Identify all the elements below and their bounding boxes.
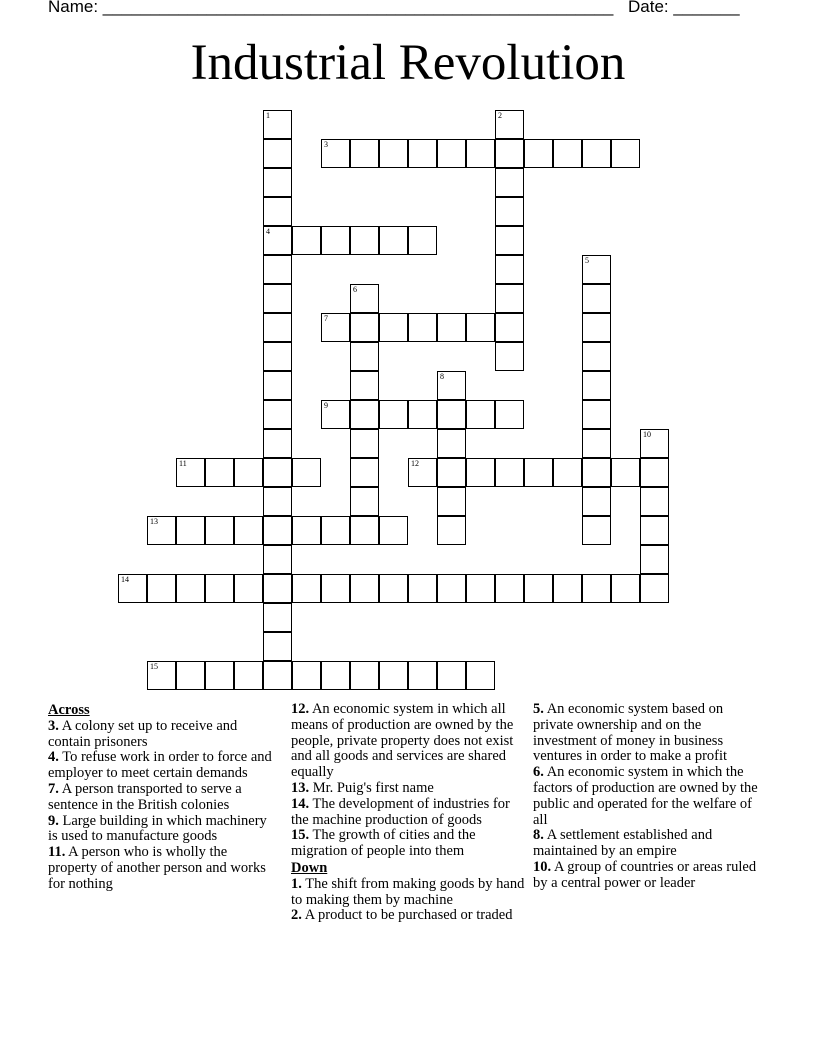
name-field: Name: ______________________________________________________ [48,0,614,16]
grid-cell [263,110,292,139]
clue-number: 12 [411,459,419,468]
grid-cell [263,197,292,226]
grid-cell [495,284,524,313]
clue-number: 6 [353,285,357,294]
grid-cell [292,661,321,690]
clue-num: 7. [48,780,59,797]
clue-num: 5. [533,701,544,717]
grid-cell [582,516,611,545]
clue-number: 5 [585,256,589,265]
grid-cell [321,661,350,690]
grid-cell [205,661,234,690]
grid-cell [379,516,408,545]
grid-cell [379,574,408,603]
grid-cell [437,487,466,516]
grid-cell [321,400,350,429]
grid-cell [640,545,669,574]
grid-cell [205,574,234,603]
grid-cell [640,487,669,516]
clue-text: A settlement established and maintained by an empire [533,827,713,860]
grid-cell [495,197,524,226]
clue-item [291,828,526,860]
clue-item [48,845,278,892]
grid-cell [321,574,350,603]
clue-number: 1 [266,111,270,120]
grid-cell [408,574,437,603]
grid-cell [495,313,524,342]
grid-cell [263,168,292,197]
grid-cell [582,342,611,371]
clue-text: Large building in which machinery is used to manufacture goods [48,812,267,845]
clue-number: 4 [266,227,270,236]
clue-num: 6. [533,764,544,781]
grid-cell [234,516,263,545]
across-heading: Across [48,702,90,718]
grid-cell [437,371,466,400]
grid-cell [582,139,611,168]
grid-cell [495,226,524,255]
grid-cell [640,458,669,487]
clue-num: 10. [533,858,552,875]
clue-item [48,750,278,782]
clue-item [533,702,758,765]
clue-text: Mr. Puig's first name [309,779,434,796]
grid-cell [408,400,437,429]
grid-cell [524,139,553,168]
grid-cell [147,661,176,690]
clue-num: 3. [48,717,59,734]
clue-item [291,702,526,781]
grid-cell [263,342,292,371]
grid-cell [466,458,495,487]
grid-cell [205,458,234,487]
grid-cell [408,226,437,255]
grid-cell [553,458,582,487]
clue-item [48,814,278,846]
grid-cell [263,545,292,574]
grid-cell [640,429,669,458]
clue-text: The growth of cities and the migration of people into them [291,827,476,860]
clue-text: The shift from making goods by hand to making them by machine [291,875,525,908]
grid-cell [263,516,292,545]
grid-cell [321,139,350,168]
grid-cell [379,313,408,342]
grid-cell [495,139,524,168]
grid-cell [205,516,234,545]
grid-cell [263,487,292,516]
grid-cell [234,574,263,603]
grid-cell [234,458,263,487]
grid-cell [350,400,379,429]
clue-num: 11. [48,844,66,861]
clue-number: 13 [150,517,158,526]
grid-cell [466,313,495,342]
grid-cell [408,139,437,168]
grid-cell [292,574,321,603]
clue-number: 10 [643,430,651,439]
grid-cell [582,313,611,342]
clue-item [291,781,526,797]
grid-cell [437,516,466,545]
grid-cell [321,226,350,255]
clue-num: 2. [291,907,302,924]
grid-cell [292,458,321,487]
grid-cell [582,400,611,429]
clue-text: A person transported to serve a sentence in the British colonies [48,780,242,813]
grid-cell [437,313,466,342]
grid-cell [553,139,582,168]
grid-cell [495,458,524,487]
grid-cell [350,226,379,255]
clue-num: 9. [48,812,59,829]
clue-text: A colony set up to receive and contain prisoners [48,717,238,750]
grid-cell [176,458,205,487]
grid-cell [437,574,466,603]
across-clue-list-2 [291,702,526,860]
grid-cell [263,255,292,284]
grid-cell [495,342,524,371]
clue-number: 7 [324,314,328,323]
grid-cell [350,139,379,168]
clues-column-2 [291,702,526,924]
grid-cell [350,516,379,545]
grid-cell [379,661,408,690]
clue-text: A person who is wholly the property of another person and works for nothing [48,844,266,892]
date-field: Date: _______ [628,0,740,16]
clue-item [533,765,758,828]
grid-cell [350,487,379,516]
grid-cell [495,255,524,284]
grid-cell [379,226,408,255]
grid-cell [292,226,321,255]
grid-cell [640,516,669,545]
grid-cell [582,284,611,313]
grid-cell [263,400,292,429]
grid-cell [263,661,292,690]
clue-item [533,828,758,860]
grid-cell [263,632,292,661]
clue-num: 4. [48,749,59,766]
clue-number: 8 [440,372,444,381]
grid-cell [147,574,176,603]
grid-cell [292,516,321,545]
grid-cell [234,661,263,690]
grid-cell [147,516,176,545]
grid-cell [350,661,379,690]
clue-text: An economic system based on private ownership and on the investment of money in business ventures in order to make a profit [533,701,728,765]
grid-cell [582,255,611,284]
grid-cell [263,603,292,632]
grid-cell [437,458,466,487]
down-clue-list-2 [533,702,758,892]
grid-cell [437,661,466,690]
grid-cell [350,342,379,371]
grid-cell [408,661,437,690]
clue-text: A product to be purchased or traded [301,907,513,924]
clue-item [533,860,758,892]
grid-cell [321,516,350,545]
grid-cell [437,139,466,168]
grid-cell [611,574,640,603]
grid-cell [176,661,205,690]
clue-num: 14. [291,795,310,812]
clue-number: 2 [498,111,502,120]
grid-cell [495,574,524,603]
clue-item [291,797,526,829]
grid-cell [263,313,292,342]
grid-cell [379,400,408,429]
clue-item [48,719,278,751]
grid-cell [466,574,495,603]
grid-cell [611,458,640,487]
grid-cell [495,168,524,197]
grid-cell [350,284,379,313]
clue-text: An economic system in which the factors of production are owned by the public and operated for the welfare of all [533,764,758,828]
grid-cell [350,458,379,487]
grid-cell [611,139,640,168]
clue-text: An economic system in which all means of production are owned by the people, private property does not exist and all goods and services are shared equally [291,701,514,781]
grid-cell [466,139,495,168]
grid-cell [408,458,437,487]
down-clue-list-1 [291,877,526,924]
grid-cell [263,284,292,313]
clue-number: 14 [121,575,129,584]
grid-cell [495,400,524,429]
grid-cell [582,487,611,516]
grid-cell [524,458,553,487]
grid-cell [495,110,524,139]
grid-cell [553,574,582,603]
clue-num: 13. [291,779,310,796]
clue-number: 3 [324,140,328,149]
grid-cell [263,226,292,255]
clue-num: 1. [291,875,302,892]
grid-cell [350,371,379,400]
grid-cell [263,458,292,487]
grid-cell [176,574,205,603]
grid-cell [350,574,379,603]
grid-cell [118,574,147,603]
grid-cell [263,371,292,400]
grid-cell [582,458,611,487]
grid-cell [524,574,553,603]
grid-cell [466,400,495,429]
grid-cell [350,429,379,458]
clue-text: The development of industries for the machine production of goods [291,795,510,828]
grid-cell [263,139,292,168]
clue-num: 15. [291,827,310,844]
clues-column-1 [48,702,278,893]
clue-num: 12. [291,701,310,717]
grid-cell [379,139,408,168]
clue-item [291,908,526,924]
clue-item [48,782,278,814]
grid-cell [321,313,350,342]
grid-cell [582,574,611,603]
grid-cell [437,429,466,458]
clue-item [291,877,526,909]
across-clue-list-1 [48,719,278,893]
clue-num: 8. [533,827,544,844]
grid-cell [582,371,611,400]
clues-column-3 [533,702,758,892]
grid-cell [582,429,611,458]
grid-cell [466,661,495,690]
down-heading: Down [291,859,328,876]
grid-cell [263,429,292,458]
grid-cell [263,574,292,603]
grid-cell [176,516,205,545]
grid-cell [640,574,669,603]
clue-number: 15 [150,662,158,671]
clue-number: 9 [324,401,328,410]
clue-text: To refuse work in order to force and employer to meet certain demands [48,749,272,782]
grid-cell [408,313,437,342]
grid-cell [437,400,466,429]
clue-number: 11 [179,459,187,468]
clue-text: A group of countries or areas ruled by a central power or leader [533,858,757,891]
page-title: Industrial Revolution [190,35,626,91]
grid-cell [350,313,379,342]
